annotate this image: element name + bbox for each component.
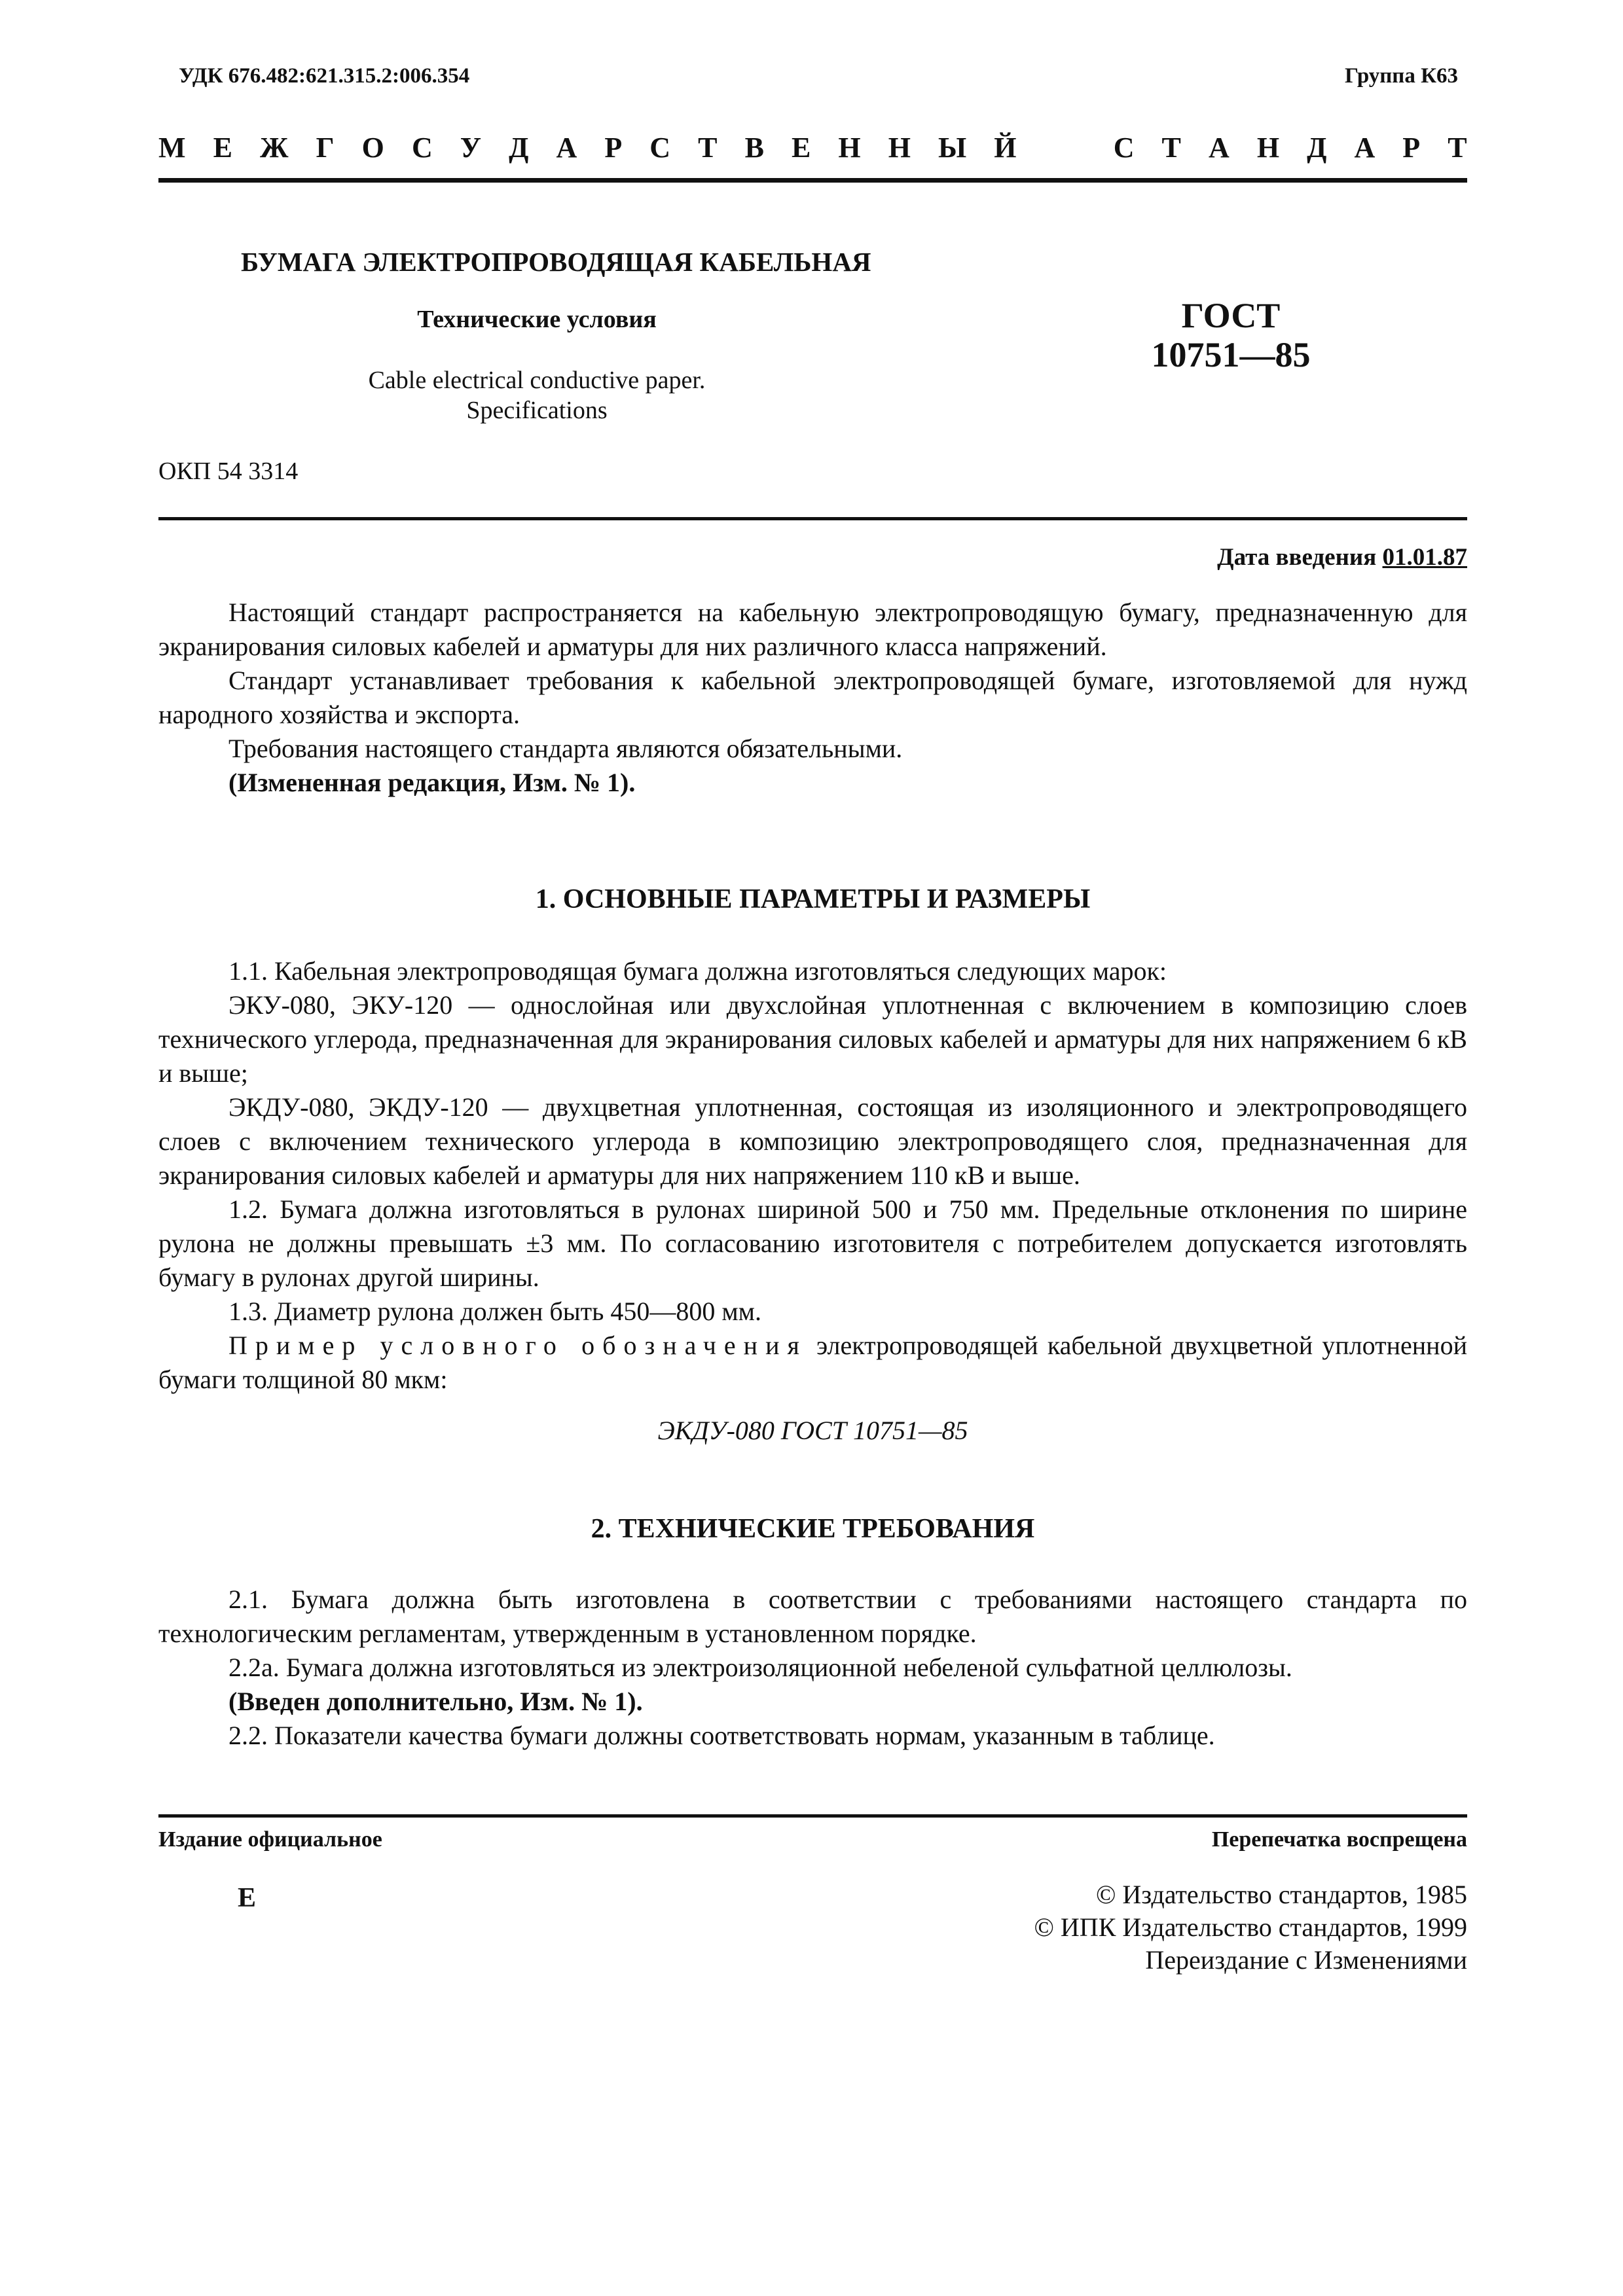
gost-number: [1126, 296, 1336, 374]
official-edition-label: Издание официальное: [158, 1827, 382, 1852]
title-divider: [158, 517, 1467, 520]
example-description: электропроводящей кабельной двухцветной уплотненной бумаги толщиной 80 мкм:: [158, 1331, 1467, 1394]
effective-date: [1217, 543, 1467, 571]
section-2-text: [158, 1583, 1467, 1753]
example-label: Пример условного обозначения: [228, 1331, 807, 1360]
footer-divider: [158, 1814, 1467, 1818]
section-1-text: [158, 954, 1467, 1397]
standard-type-letter: Й: [994, 132, 1017, 164]
standard-type-letter: [1079, 131, 1086, 164]
group-code: Группа К63: [1344, 64, 1458, 88]
standard-type-letter: Н: [1256, 132, 1280, 164]
standard-type-letter: Г: [316, 132, 335, 164]
standard-type-letter: Р: [604, 132, 623, 164]
standard-type-letter: Т: [1161, 132, 1181, 164]
okp-code: ОКП 54 3314: [158, 457, 299, 485]
standard-type-letter: М: [158, 132, 186, 164]
standard-type-letter: Е: [791, 132, 811, 164]
paragraph: 1.3. Диаметр рулона должен быть 450—800 мм.: [228, 1297, 761, 1326]
standard-type-letter: С: [411, 132, 433, 164]
document-title: БУМАГА ЭЛЕКТРОПРОВОДЯЩАЯ КАБЕЛЬНАЯ: [241, 247, 871, 277]
standard-type-letter: Н: [888, 132, 911, 164]
reprint-prohibited-label: Перепечатка воспрещена: [1211, 1827, 1467, 1852]
paragraph: [158, 1329, 1467, 1397]
standard-type-letter: Т: [698, 132, 718, 164]
paragraph: 2.2а. Бумага должна изготовляться из электроизоляционной небеленой сульфатной целлюлозы.: [228, 1653, 1292, 1682]
paragraph: 2.1. Бумага должна быть изготовлена в соответствии с требованиями настоящего стандарта по технологическим регламентам, утвержденным в установленном порядке.: [158, 1585, 1467, 1648]
standard-type-letter: Т: [1448, 132, 1467, 164]
section-1-heading: 1. ОСНОВНЫЕ ПАРАМЕТРЫ И РАЗМЕРЫ: [535, 884, 1091, 914]
section-2-heading: 2. ТЕХНИЧЕСКИЕ ТРЕБОВАНИЯ: [591, 1514, 1035, 1544]
copyright-block: [1034, 1878, 1467, 1977]
standard-type-letter: [1044, 131, 1051, 164]
intro-text: [158, 596, 1467, 800]
standard-type-letter: С: [649, 132, 671, 164]
paragraph: Настоящий стандарт распространяется на кабельную электропроводящую бумагу, предназначенную для экранирования силовых кабелей и арматуры для них различного класса напряжений.: [158, 598, 1467, 661]
standard-type-letter: О: [361, 132, 384, 164]
document-subtitle: Технические условия: [417, 306, 657, 333]
effective-date-label: Дата введения: [1217, 544, 1377, 571]
udk-code: УДК 676.482:621.315.2:006.354: [179, 64, 470, 88]
standard-type-letter: А: [1208, 132, 1230, 164]
paragraph: 1.1. Кабельная электропроводящая бумага должна изготовляться следующих марок:: [228, 956, 1167, 986]
english-title: [340, 365, 733, 425]
standard-type-letter: Д: [509, 132, 529, 164]
header-divider: [158, 178, 1467, 183]
english-title-line-2: Specifications: [466, 397, 608, 424]
standard-type-letter: А: [556, 132, 577, 164]
copyright-line: © Издательство стандартов, 1985: [1095, 1880, 1467, 1909]
standard-type-letter: Н: [838, 132, 861, 164]
standard-type-letter: С: [1113, 132, 1135, 164]
paragraph: 1.2. Бумага должна изготовляться в рулонах шириной 500 и 750 мм. Предельные отклонения по ширине рулона не должны превышать ±3 мм. По согласованию изготовителя с потребителем допускается изготовлять бумагу в рулонах другой ширины.: [158, 1194, 1467, 1292]
standard-type-letter: Д: [1307, 132, 1327, 164]
gost-label: ГОСТ: [1181, 296, 1281, 335]
paragraph: Требования настоящего стандарта являются обязательными.: [228, 734, 903, 763]
amendment-note: (Введен дополнительно, Изм. № 1).: [228, 1687, 643, 1716]
amendment-note: (Измененная редакция, Изм. № 1).: [228, 768, 636, 797]
paragraph: ЭКУ-080, ЭКУ-120 — однослойная или двухслойная уплотненная с включением в композицию слоев технического углерода, предназначенная для экранирования силовых кабелей и арматуры для них напряжением 6 кВ и выше;: [158, 990, 1467, 1088]
standard-type-letter: У: [460, 132, 482, 164]
paragraph: ЭКДУ-080, ЭКДУ-120 — двухцветная уплотненная, состоящая из изоляционного и электропроводящего слоев с включением технического углерода в композицию электропроводящего слоя, предназначенная для экранирования силовых кабелей и арматуры для них напряжением 110 кВ и выше.: [158, 1092, 1467, 1190]
paragraph: 2.2. Показатели качества бумаги должны соответствовать нормам, указанным в таблице.: [228, 1721, 1215, 1750]
standard-type-letter: Р: [1402, 132, 1421, 164]
paragraph: Стандарт устанавливает требования к кабельной электропроводящей бумаге, изготовляемой для нужд народного хозяйства и экспорта.: [158, 666, 1467, 729]
standard-type-heading: [158, 131, 1467, 164]
standard-type-letter: Е: [213, 132, 232, 164]
effective-date-value: 01.01.87: [1382, 544, 1467, 571]
edition-mark: Е: [238, 1883, 257, 1913]
english-title-line-1: Cable electrical conductive paper.: [368, 367, 706, 394]
designation-example: ЭКДУ-080 ГОСТ 10751—85: [657, 1416, 968, 1445]
standard-type-letter: Ж: [260, 132, 289, 164]
reissue-note: Переиздание с Изменениями: [1145, 1945, 1467, 1975]
standard-type-letter: Ы: [938, 132, 967, 164]
standard-type-letter: В: [744, 132, 764, 164]
gost-code: 10751—85: [1151, 335, 1311, 374]
standard-type-letter: А: [1354, 132, 1376, 164]
copyright-line: © ИПК Издательство стандартов, 1999: [1034, 1912, 1467, 1942]
